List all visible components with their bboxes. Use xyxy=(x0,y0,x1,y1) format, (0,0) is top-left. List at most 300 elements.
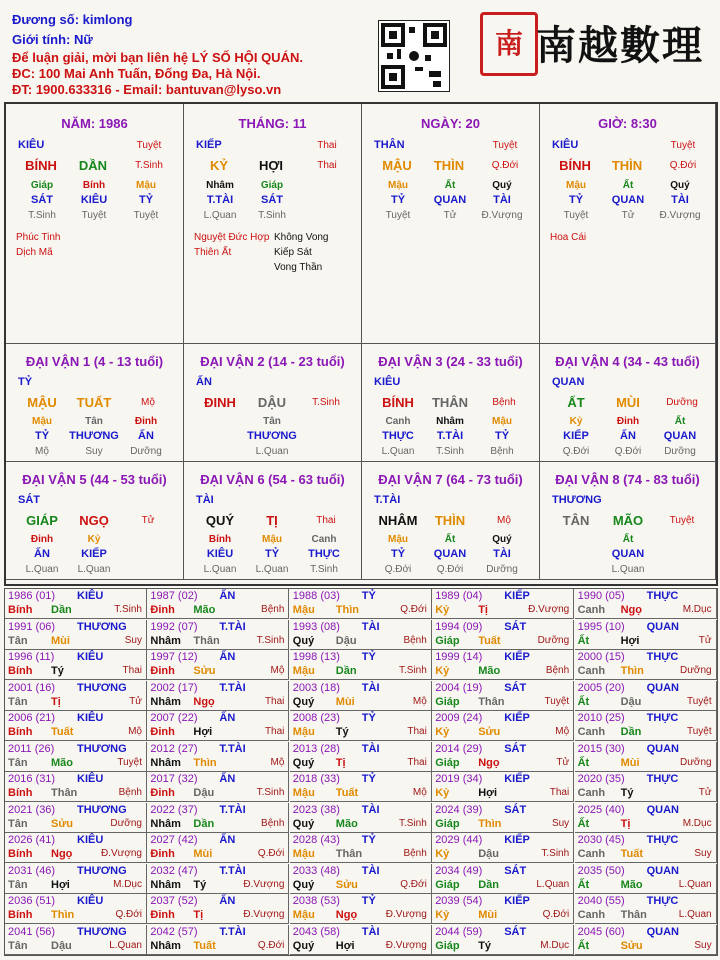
year-cell-2031[interactable] xyxy=(5,864,147,894)
year-cell-2013[interactable] xyxy=(290,742,432,772)
dai-van-title: ĐẠI VẬN 1 (4 - 13 tuổi) xyxy=(25,354,164,369)
year-god: TỶ xyxy=(361,895,376,907)
year-chi: Dậu xyxy=(335,634,357,647)
year-chi: Sửu xyxy=(620,939,643,952)
year-cell-2037[interactable] xyxy=(147,894,289,924)
year-can: Tân xyxy=(8,756,28,769)
year-god: QUAN xyxy=(646,864,679,877)
year-can: Quý xyxy=(292,878,315,891)
dai-van-top-god: SÁT xyxy=(18,494,40,506)
year-can: Giáp xyxy=(435,634,460,647)
dai-van-top-god: KIÊU xyxy=(374,376,401,388)
hidden-phase: L.Quan xyxy=(255,564,289,575)
year-cell-1996[interactable] xyxy=(5,650,147,680)
year-label: 2031 (46) xyxy=(8,864,56,877)
year-can: Ất xyxy=(577,939,590,952)
year-can: Nhâm xyxy=(150,695,181,708)
year-phase: Bệnh xyxy=(118,787,142,798)
year-can: Tân xyxy=(8,939,28,952)
year-god: TỶ xyxy=(361,773,376,785)
year-cell-1995[interactable] xyxy=(575,620,717,650)
year-phase: Bệnh xyxy=(403,848,427,859)
year-cell-2044[interactable] xyxy=(432,925,574,955)
dai-van-title: ĐẠI VẬN 3 (24 - 33 tuổi) xyxy=(378,354,523,369)
chart-main xyxy=(4,102,718,586)
dai-van-title: ĐẠI VẬN 6 (54 - 63 tuổi) xyxy=(200,472,345,487)
year-label: 2011 (26) xyxy=(8,742,55,755)
dai-van-7[interactable] xyxy=(362,462,540,580)
year-cell-2007[interactable] xyxy=(147,711,289,741)
year-cell-1990[interactable] xyxy=(575,589,717,619)
year-chi: Tý xyxy=(620,787,634,799)
year-can: Giáp xyxy=(435,817,460,830)
hidden-stem: Mậu xyxy=(492,416,512,427)
year-label: 2029 (44) xyxy=(435,834,483,846)
year-god: TÀI xyxy=(361,742,380,755)
year-chi: Thân xyxy=(193,634,220,647)
hidden-god: TỶ xyxy=(390,548,406,560)
year-god: ẤN xyxy=(219,712,236,724)
year-cell-1987[interactable] xyxy=(147,589,289,619)
year-cell-1993[interactable] xyxy=(290,620,432,650)
hidden-god: QUAN xyxy=(663,430,697,442)
year-label: 2000 (15) xyxy=(577,651,625,663)
hidden-stem: Canh xyxy=(311,534,337,545)
year-chi: Tuất xyxy=(478,634,501,647)
year-can: Ất xyxy=(577,756,590,769)
year-label: 2010 (25) xyxy=(577,712,625,724)
star-0: Phúc Tinh xyxy=(16,232,61,243)
year-god: SÁT xyxy=(504,681,527,694)
dai-van-chi: MÃO xyxy=(612,513,644,528)
year-cell-2034[interactable] xyxy=(432,864,574,894)
year-god: KIẾP xyxy=(504,895,530,907)
year-phase: M.Dục xyxy=(540,939,570,951)
year-cell-2039[interactable] xyxy=(432,894,574,924)
year-cell-2017[interactable] xyxy=(147,772,289,802)
year-cell-2004[interactable] xyxy=(432,681,574,711)
hidden-god: ẤN xyxy=(34,548,50,560)
year-god: TỶ xyxy=(361,651,376,663)
year-cell-1998[interactable] xyxy=(290,650,432,680)
hidden-god: QUAN xyxy=(611,194,645,206)
year-phase: M.Dục xyxy=(113,878,142,890)
dai-van-5[interactable] xyxy=(6,462,184,580)
year-phase: Suy xyxy=(694,939,712,951)
year-god: THỰC xyxy=(646,590,679,602)
year-can: Giáp xyxy=(435,939,460,952)
dai-van-can: QUÝ xyxy=(205,513,235,528)
year-phase: Dưỡng xyxy=(679,665,712,676)
dai-van-chi: THÌN xyxy=(434,513,466,528)
year-cell-2024[interactable] xyxy=(432,803,574,833)
hidden-stem: Kỷ xyxy=(569,416,583,427)
year-can: Canh xyxy=(577,665,606,677)
dai-van-can: MẬU xyxy=(27,395,57,410)
hidden-god: THỰC xyxy=(382,430,414,442)
year-god: SÁT xyxy=(504,742,527,755)
year-cell-2043[interactable] xyxy=(290,925,432,955)
year-chi: Tuất xyxy=(335,787,359,799)
dai-van-chi-right: Mộ xyxy=(497,515,511,526)
year-can: Kỷ xyxy=(435,726,450,738)
year-label: 2025 (40) xyxy=(577,803,625,816)
year-cell-1988[interactable] xyxy=(290,589,432,619)
hidden-god: TỶ xyxy=(34,430,50,442)
year-label: 2045 (60) xyxy=(577,925,625,938)
star-0: Hoa Cái xyxy=(550,232,587,243)
year-chi: Dậu xyxy=(51,939,72,952)
hidden-stem: Canh xyxy=(385,416,411,427)
dai-van-chi: NGỌ xyxy=(79,513,109,528)
owner-name: Đương số: kimlong xyxy=(12,12,133,27)
year-label: 1994 (09) xyxy=(435,620,483,633)
year-chi: Sửu xyxy=(478,726,501,738)
year-cell-1989[interactable] xyxy=(432,589,574,619)
year-god: THỰC xyxy=(646,712,679,724)
dai-van-top-god: TỶ xyxy=(18,376,33,388)
year-label: 2021 (36) xyxy=(8,803,56,816)
year-label: 2023 (38) xyxy=(292,803,340,816)
year-cell-2019[interactable] xyxy=(432,772,574,802)
year-cell-1986[interactable] xyxy=(5,589,147,619)
pillar-chi-right: T.Sinh xyxy=(135,160,163,171)
hidden-phase: Q.Đới xyxy=(436,564,464,575)
year-chi: Tuất xyxy=(193,939,216,952)
year-phase: Thai xyxy=(264,695,285,707)
hidden-phase: Tuyệt xyxy=(563,210,589,221)
year-god: THƯƠNG xyxy=(77,681,127,694)
year-chi: Tý xyxy=(51,665,64,677)
hidden-phase: Bệnh xyxy=(490,446,514,457)
year-god: ẤN xyxy=(219,895,236,907)
hidden-stem: Bính xyxy=(208,534,232,545)
year-cell-2016[interactable] xyxy=(5,772,147,802)
dai-van-chi-right: Bệnh xyxy=(492,397,516,408)
dai-van-can: TÂN xyxy=(562,513,590,528)
year-god: TÀI xyxy=(361,620,380,633)
year-god: ẤN xyxy=(219,590,236,602)
year-cell-2012[interactable] xyxy=(147,742,289,772)
dai-van-top-god: ẤN xyxy=(196,376,212,388)
year-can: Mậu xyxy=(292,787,315,799)
dai-van-title: ĐẠI VẬN 5 (44 - 53 tuổi) xyxy=(22,472,167,487)
year-cell-2030[interactable] xyxy=(575,833,717,863)
year-can: Quý xyxy=(292,695,315,708)
year-chi: Tị xyxy=(335,756,346,769)
year-can: Mậu xyxy=(292,909,315,921)
year-god: QUAN xyxy=(646,742,679,755)
year-can: Giáp xyxy=(435,695,460,708)
year-can: Quý xyxy=(292,634,315,647)
hidden-phase: Tử xyxy=(443,210,457,221)
year-cell-2011[interactable] xyxy=(5,742,147,772)
pillar-title: GIỜ: 8:30 xyxy=(598,116,657,131)
dai-van-top-god: THƯƠNG xyxy=(552,494,602,506)
year-cell-2033[interactable] xyxy=(290,864,432,894)
year-god: KIẾP xyxy=(504,773,530,785)
year-god: THƯƠNG xyxy=(77,925,127,938)
dai-van-chi: DẬU xyxy=(257,395,287,410)
year-cell-2042[interactable] xyxy=(147,925,289,955)
year-can: Đinh xyxy=(150,848,175,860)
dai-van-can: ĐINH xyxy=(204,395,236,410)
year-can: Đinh xyxy=(150,909,175,921)
year-chi: Mùi xyxy=(478,909,498,921)
year-cell-1992[interactable] xyxy=(147,620,289,650)
dai-van-6[interactable] xyxy=(184,462,362,580)
year-phase: Đ.Vượng xyxy=(385,909,427,920)
hidden-phase: Tuyệt xyxy=(385,210,411,221)
year-god: KIẾP xyxy=(504,834,530,846)
dai-van-2[interactable] xyxy=(184,344,362,462)
hidden-phase: Đ.Vượng xyxy=(481,210,523,221)
hidden-stem: Nhâm xyxy=(436,416,464,427)
year-label: 2020 (35) xyxy=(577,773,625,785)
year-can: Tân xyxy=(8,634,28,647)
year-chi: Dần xyxy=(51,604,72,616)
year-cell-2023[interactable] xyxy=(290,803,432,833)
year-cell-2026[interactable] xyxy=(5,833,147,863)
year-label: 2036 (51) xyxy=(8,895,56,907)
pillar-can: BÍNH xyxy=(559,158,591,173)
dai-van-chi-right: Mộ xyxy=(141,397,155,408)
year-cell-2010[interactable] xyxy=(575,711,717,741)
year-chi: Mão xyxy=(193,604,216,616)
year-label: 1992 (07) xyxy=(150,620,198,633)
year-label: 1990 (05) xyxy=(577,590,625,602)
year-chi: Dậu xyxy=(478,848,499,860)
year-cell-2029[interactable] xyxy=(432,833,574,863)
year-label: 1988 (03) xyxy=(292,590,340,602)
year-can: Bính xyxy=(8,848,33,860)
year-god: TÀI xyxy=(361,864,380,877)
year-cell-2027[interactable] xyxy=(147,833,289,863)
year-cell-2036[interactable] xyxy=(5,894,147,924)
year-chi: Hợi xyxy=(335,939,355,952)
year-cell-2018[interactable] xyxy=(290,772,432,802)
hidden-god: ẤN xyxy=(620,430,636,442)
year-label: 2019 (34) xyxy=(435,773,483,785)
year-cell-2040[interactable] xyxy=(575,894,717,924)
year-label: 2043 (58) xyxy=(292,925,340,938)
hidden-stem: Giáp xyxy=(30,180,54,191)
year-god: THỰC xyxy=(646,895,679,907)
year-grid xyxy=(4,588,718,956)
year-phase: Mộ xyxy=(270,756,285,768)
hidden-god: QUAN xyxy=(433,548,467,560)
year-can: Bính xyxy=(8,604,33,616)
year-can: Canh xyxy=(577,604,606,616)
year-cell-1997[interactable] xyxy=(147,650,289,680)
hidden-god: KIẾP xyxy=(563,430,589,442)
pillar-chi: THÌN xyxy=(433,158,465,173)
hidden-god: KIÊU xyxy=(80,194,108,206)
year-god: TỶ xyxy=(361,712,376,724)
year-phase: Mộ xyxy=(555,726,570,737)
year-god: KIÊU xyxy=(77,651,104,663)
year-cell-2021[interactable] xyxy=(5,803,147,833)
contact-note: Để luận giải, mời bạn liên hệ LÝ SỐ HỘI QUÁN. xyxy=(12,50,303,65)
year-chi: Dần xyxy=(193,817,215,830)
year-phase: Dưỡng xyxy=(679,756,712,768)
hidden-phase: L.Quan xyxy=(611,564,645,575)
hidden-god: SÁT xyxy=(31,194,53,206)
pillar-1 xyxy=(184,104,362,344)
hidden-phase: L.Quan xyxy=(255,446,289,457)
year-cell-1991[interactable] xyxy=(5,620,147,650)
hidden-god: TÀI xyxy=(493,194,511,206)
year-cell-2025[interactable] xyxy=(575,803,717,833)
dai-van-can: BÍNH xyxy=(382,395,414,410)
year-cell-2000[interactable] xyxy=(575,650,717,680)
year-chi: Ngọ xyxy=(193,695,215,708)
year-label: 2042 (57) xyxy=(150,925,198,938)
year-phase: Q.Đới xyxy=(400,604,427,615)
hidden-phase: T.Sinh xyxy=(310,564,338,575)
year-can: Nhâm xyxy=(150,756,181,769)
dai-van-3[interactable] xyxy=(362,344,540,462)
year-chi: Tị xyxy=(620,817,631,830)
year-label: 2003 (18) xyxy=(292,681,340,694)
year-label: 2044 (59) xyxy=(435,925,483,938)
pillar-top-right: Thai xyxy=(317,140,337,151)
year-label: 2005 (20) xyxy=(577,681,625,694)
hidden-stem: Mậu xyxy=(388,534,408,545)
year-label: 2039 (54) xyxy=(435,895,483,907)
pillar-chi: DẦN xyxy=(78,158,108,173)
year-can: Đinh xyxy=(150,787,175,799)
dai-van-4[interactable] xyxy=(540,344,716,462)
year-chi: Tị xyxy=(51,695,61,708)
dai-van-title: ĐẠI VẬN 2 (14 - 23 tuổi) xyxy=(200,354,345,369)
year-label: 1993 (08) xyxy=(292,620,340,633)
year-chi: Thân xyxy=(51,787,78,799)
year-chi: Thìn xyxy=(335,604,360,616)
address: ĐC: 100 Mai Anh Tuấn, Đống Đa, Hà Nội. xyxy=(12,66,261,81)
year-god: TÀI xyxy=(361,681,380,694)
year-cell-2005[interactable] xyxy=(575,681,717,711)
year-can: Quý xyxy=(292,756,315,769)
year-phase: L.Quan xyxy=(536,878,570,890)
qr-code-icon[interactable] xyxy=(378,20,450,92)
hidden-stem: Ất xyxy=(674,416,686,427)
year-cell-2006[interactable] xyxy=(5,711,147,741)
hidden-stem: Quý xyxy=(492,534,512,545)
year-god: KIÊU xyxy=(77,895,104,907)
hidden-stem: Mậu xyxy=(388,180,408,191)
year-cell-2045[interactable] xyxy=(575,925,717,955)
year-label: 1999 (14) xyxy=(435,651,483,663)
dai-van-chi-right: Dưỡng xyxy=(666,397,698,408)
dai-van-8[interactable] xyxy=(540,462,716,580)
dai-van-can: NHÂM xyxy=(378,513,418,528)
year-cell-1994[interactable] xyxy=(432,620,574,650)
hidden-god: TỶ xyxy=(568,194,584,206)
pillar-chi-right: Q.Đới xyxy=(669,160,697,171)
year-cell-1999[interactable] xyxy=(432,650,574,680)
year-chi: Tý xyxy=(335,726,349,738)
hidden-stem: Giáp xyxy=(260,180,284,191)
year-phase: Q.Đới xyxy=(115,909,142,920)
year-cell-2028[interactable] xyxy=(290,833,432,863)
year-god: ẤN xyxy=(219,651,236,663)
year-label: 2041 (56) xyxy=(8,925,56,938)
year-chi: Tý xyxy=(478,939,492,952)
hidden-god: TÀI xyxy=(671,194,689,206)
year-god: TÀI xyxy=(361,803,380,816)
year-god: T.TÀI xyxy=(219,803,246,816)
year-phase: Mộ xyxy=(412,787,427,798)
year-label: 2004 (19) xyxy=(435,681,483,694)
year-cell-2002[interactable] xyxy=(147,681,289,711)
year-cell-2015[interactable] xyxy=(575,742,717,772)
year-cell-2022[interactable] xyxy=(147,803,289,833)
year-label: 2032 (47) xyxy=(150,864,198,877)
year-cell-2009[interactable] xyxy=(432,711,574,741)
year-cell-2038[interactable] xyxy=(290,894,432,924)
year-cell-2008[interactable] xyxy=(290,711,432,741)
year-cell-2003[interactable] xyxy=(290,681,432,711)
year-phase: Q.Đới xyxy=(542,909,570,920)
hidden-phase: L.Quan xyxy=(203,564,237,575)
year-god: T.TÀI xyxy=(219,681,246,694)
year-label: 2035 (50) xyxy=(577,864,625,877)
year-god: THỰC xyxy=(646,834,679,846)
hidden-phase: Đ.Vượng xyxy=(659,210,701,221)
hidden-phase: Tuyệt xyxy=(133,210,159,221)
year-chi: Hợi xyxy=(620,634,640,647)
year-cell-2041[interactable] xyxy=(5,925,147,955)
year-phase: M.Dục xyxy=(682,817,712,829)
year-phase: Tử xyxy=(129,695,142,707)
pillar-title: NĂM: 1986 xyxy=(61,116,128,131)
year-cell-2001[interactable] xyxy=(5,681,147,711)
year-label: 1989 (04) xyxy=(435,590,483,602)
hidden-god: KIÊU xyxy=(206,548,234,560)
pillar-top-god: KIÊU xyxy=(552,139,579,151)
dai-van-chi: TUẤT xyxy=(76,395,112,410)
year-can: Kỷ xyxy=(435,604,450,616)
year-label: 2026 (41) xyxy=(8,834,56,846)
year-cell-2035[interactable] xyxy=(575,864,717,894)
dai-van-title: ĐẠI VẬN 4 (34 - 43 tuổi) xyxy=(555,354,700,369)
year-phase: Đ.Vượng xyxy=(528,604,570,615)
hidden-stem: Mậu xyxy=(136,180,156,191)
year-can: Đinh xyxy=(150,604,175,616)
year-chi: Tuất xyxy=(51,726,74,738)
year-phase: Tử xyxy=(556,756,570,768)
year-can: Ất xyxy=(577,695,590,708)
year-label: 2012 (27) xyxy=(150,742,198,755)
year-chi: Ngọ xyxy=(478,756,500,769)
year-god: QUAN xyxy=(646,620,679,633)
year-phase: Đ.Vượng xyxy=(385,939,427,951)
hidden-stem: Đinh xyxy=(616,416,640,427)
year-cell-2020[interactable] xyxy=(575,772,717,802)
year-can: Đinh xyxy=(150,665,175,677)
year-cell-2032[interactable] xyxy=(147,864,289,894)
year-phase: Suy xyxy=(124,634,142,646)
dai-van-1[interactable] xyxy=(6,344,184,462)
year-god: THỰC xyxy=(646,651,679,663)
pillar-0 xyxy=(6,104,184,344)
year-phase: Đ.Vượng xyxy=(243,909,285,920)
dai-van-chi-right: Tử xyxy=(141,515,155,526)
dai-van-chi-right: Thai xyxy=(316,515,336,526)
star-0: Nguyệt Đức Hợp xyxy=(194,232,270,243)
year-cell-2014[interactable] xyxy=(432,742,574,772)
